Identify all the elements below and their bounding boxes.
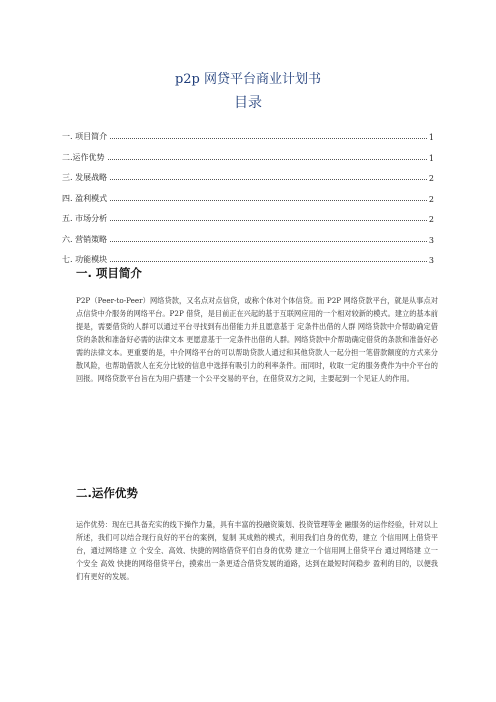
section-paragraph: 运作优势：现在已具备充实的线下操作力量，具有丰富的投融资策划、投资管理等金 融服务的运作经验，针对以上所述，我们可以结合现行良好的平台的案例，复制 其成熟的模式，利用我们自身的优势，建立 个信用网上借贷平台，通过网络建 立 个安全、高效、快捷的网络借贷平们自身的优势 建立一个信用网上借贷平台 通过网络建 立一个安全 高效 快捷的网络借贷平台，摸索出一条更适合借贷发展的道路，达到在最短时间稳步 盈利的目的，以便我们有更好的发展。 [76,520,438,581]
toc-heading: 目录 [234,95,262,111]
table-of-contents [62,126,434,270]
toc-entry-page: 2 [428,174,434,183]
toc-entry[interactable] [62,188,434,204]
toc-entry[interactable] [62,126,434,142]
toc-entry[interactable] [62,249,434,265]
toc-entry-page: 3 [428,256,434,265]
section-heading: 一. 项目简介 [76,266,142,280]
toc-leader [108,159,427,160]
toc-entry-page: 1 [428,133,434,142]
toc-leader [110,261,427,262]
toc-entry-page: 2 [428,215,434,224]
section-paragraph: P2P（Peer-to-Peer）网络贷款，又名点对点信贷，或称个体对个体信贷。而 P2P 网络贷款平台，就是从事点对点信贷中介服务的网络平台。P2P 借贷，是目前正在兴起的基于互联网应用的一个相对较新的模式。建立的基本前提是，需要借贷的人群可以通过平台寻找到有出借能力并且愿意基于 定条件出借的人群 网络贷款中介帮助确定借贷的条款和准备好必需的法律文本 更愿意基于一定条件出借的人群。网络贷款中介帮助确定借贷的条款和准备好必需的法律文本。更重要的是，中介网络平台的可以帮助贷款人通过和其他贷款人一起分担一笔借款额度的方式来分散风险，也帮助借款人在充分比较的信息中选择有吸引力的利率条件。而同时，收取一定的服务费作为中介平台的回报。网络贷款平台旨在为用户搭建一个公平交易的平台，在借贷双方之间，主要起到一个见证人的作用。 [76,296,438,383]
toc-entry-label: 四. 盈利模式 [62,193,108,203]
toc-entry[interactable] [62,229,434,245]
section-heading: 二.运作优势 [76,486,138,500]
document-title: p2p 网贷平台商业计划书 [174,72,322,87]
toc-entry-label: 二.运作优势 [62,152,105,162]
toc-leader [110,200,427,201]
toc-entry[interactable] [62,147,434,163]
toc-entry-label: 五. 市场分析 [62,214,108,223]
toc-entry-page: 2 [428,194,434,204]
toc-entry[interactable] [62,208,434,224]
toc-entry[interactable] [62,167,434,183]
toc-entry-page: 3 [428,235,434,245]
toc-entry-label: 三. 发展战略 [62,173,108,182]
toc-leader [110,138,427,139]
toc-entry-label: 六. 营销策略 [62,234,108,244]
toc-leader [110,220,427,221]
toc-leader [110,179,427,180]
toc-entry-label: 七. 功能模块 [62,255,108,264]
toc-leader [110,241,427,242]
toc-entry-page: 1 [428,153,434,163]
toc-entry-label: 一. 项目简介 [62,132,108,141]
